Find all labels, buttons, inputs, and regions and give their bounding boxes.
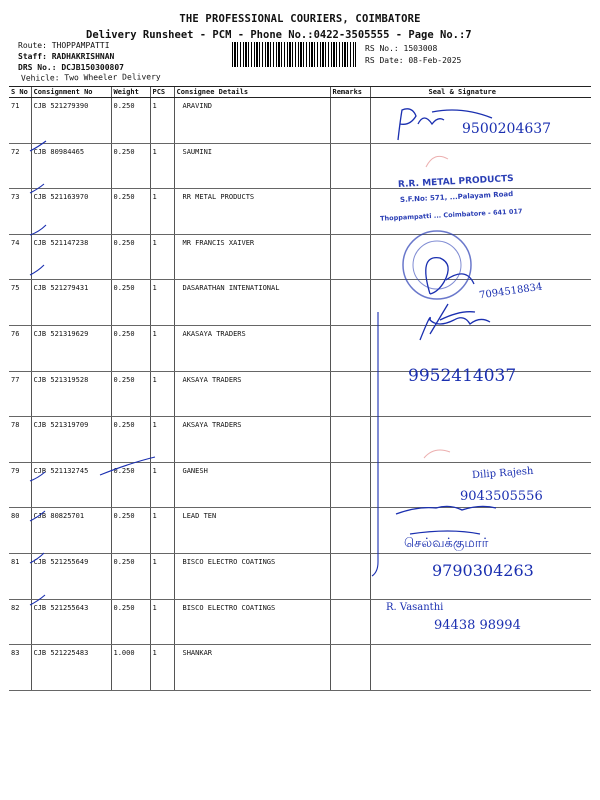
- barcode: [232, 42, 356, 67]
- row-sno: 72: [9, 143, 31, 189]
- stamp-line-2: S.F.No: 571, ...Palayam Road: [399, 190, 514, 204]
- row-sno: 78: [9, 417, 31, 463]
- check-mark: [30, 184, 44, 193]
- route-line: [18, 41, 110, 50]
- row-consignment: CJB 521279390: [31, 98, 111, 144]
- faint-circle-mark: [420, 145, 460, 185]
- signature-name-2: R. Vasanthi: [386, 602, 444, 613]
- col-signature: Seal & Signature: [370, 87, 591, 98]
- check-mark: [30, 225, 46, 235]
- row-sno: 73: [9, 189, 31, 235]
- drs-value: DCJB150300807: [61, 63, 124, 72]
- row-weight: 0.250: [111, 599, 150, 645]
- staff-label: Staff:: [18, 52, 47, 61]
- row-consignee: DASARATHAN INTENATIONAL: [174, 280, 330, 326]
- vehicle-value: Two Wheeler Delivery: [64, 72, 161, 83]
- col-pcs: PCS: [150, 87, 174, 98]
- row-pcs: 1: [150, 371, 174, 417]
- signature-phone-2: 9952414037: [408, 366, 517, 386]
- row-consignee: SHANKAR: [174, 645, 330, 691]
- signature-row-76: [420, 318, 490, 341]
- runsheet-title: Delivery Runsheet - PCM - Phone No.:0422-3505555 - Page No.:7: [86, 29, 472, 41]
- company-name: THE PROFESSIONAL COURIERS, COIMBATORE: [179, 13, 421, 25]
- row-consignee: ARAVIND: [174, 98, 330, 144]
- route-value: THOPPAMPATTI: [51, 41, 110, 50]
- row-consignee: AKASAYA TRADERS: [174, 325, 330, 371]
- row-pcs: 1: [150, 462, 174, 508]
- row-consignment: CJB 521147238: [31, 234, 111, 280]
- row-pcs: 1: [150, 325, 174, 371]
- row-weight: 0.250: [111, 98, 150, 144]
- signature-name-1: Dilip Rajesh: [471, 465, 534, 482]
- signature-partial-number: 7094518834: [478, 281, 544, 302]
- bracket-line: [372, 312, 378, 576]
- row-pcs: 1: [150, 417, 174, 463]
- row-sno: 80: [9, 508, 31, 554]
- row-sno: 76: [9, 325, 31, 371]
- row-pcs: 1: [150, 234, 174, 280]
- staff-line: [18, 52, 114, 61]
- check-mark: [30, 265, 44, 275]
- check-mark: [30, 511, 45, 521]
- stamp-line-3: Thoppampatti ... Coimbatore - 641 017: [379, 207, 523, 223]
- rs-no-value: 1503008: [403, 44, 438, 53]
- row-sno: 83: [9, 645, 31, 691]
- signature-row-80: [396, 506, 496, 514]
- row-pcs: 1: [150, 143, 174, 189]
- row-pcs: 1: [150, 553, 174, 599]
- signature-row-75: [430, 304, 475, 334]
- col-sno: S No: [9, 87, 31, 98]
- row-consignee: AKSAYA TRADERS: [174, 371, 330, 417]
- row-pcs: 1: [150, 599, 174, 645]
- row-pcs: 1: [150, 508, 174, 554]
- row-sno: 71: [9, 98, 31, 144]
- row-consignee: BISCO ELECTRO COATINGS: [174, 599, 330, 645]
- row-sno: 81: [9, 553, 31, 599]
- row-consignment: CJB 521319709: [31, 417, 111, 463]
- row-consignee: GANESH: [174, 462, 330, 508]
- row-consignment: CJB 80984465: [31, 143, 111, 189]
- signature-tamil-name: செல்வக்குமார்: [404, 536, 489, 551]
- row-consignment: CJB 521225483: [31, 645, 111, 691]
- rs-date-line: [365, 56, 461, 65]
- col-consignee: Consignee Details: [174, 87, 330, 98]
- col-remarks: Remarks: [330, 87, 370, 98]
- check-mark: [30, 141, 46, 151]
- signature-phone-3: 9043505556: [460, 489, 543, 504]
- row-consignment: CJB 80825701: [31, 508, 111, 554]
- row-weight: 0.250: [111, 462, 150, 508]
- check-mark: [30, 553, 44, 563]
- row-weight: 0.250: [111, 417, 150, 463]
- row-weight: 0.250: [111, 325, 150, 371]
- row-sno: 75: [9, 280, 31, 326]
- row-weight: 0.250: [111, 189, 150, 235]
- vehicle-label: Vehicle:: [20, 73, 60, 83]
- row-weight: 0.250: [111, 371, 150, 417]
- rs-date-label: RS Date:: [365, 56, 404, 65]
- row-consignee: MR FRANCIS XAIVER: [174, 234, 330, 280]
- row-weight: 0.250: [111, 143, 150, 189]
- row-consignee: LEAD TEN: [174, 508, 330, 554]
- row-sno: 82: [9, 599, 31, 645]
- route-label: Route:: [18, 41, 47, 50]
- row-weight: 0.250: [111, 508, 150, 554]
- tick-line: [100, 457, 155, 475]
- row-consignee: SAUMINI: [174, 143, 330, 189]
- signature-phone-1: 9500204637: [462, 121, 552, 137]
- row-pcs: 1: [150, 189, 174, 235]
- row-consignment: CJB 521255649: [31, 553, 111, 599]
- row-pcs: 1: [150, 98, 174, 144]
- drs-line: [18, 63, 124, 72]
- row-consignee: BISCO ELECTRO COATINGS: [174, 553, 330, 599]
- row-consignment: CJB 521279431: [31, 280, 111, 326]
- drs-label: DRS No.:: [18, 63, 57, 72]
- rs-no-line: [365, 44, 437, 53]
- stamp-line-1: R.R. METAL PRODUCTS: [397, 173, 514, 191]
- row-consignment: CJB 521319528: [31, 371, 111, 417]
- row-weight: 0.250: [111, 553, 150, 599]
- row-weight: 0.250: [111, 280, 150, 326]
- faint-red-mark: [420, 440, 460, 470]
- signature-phone-5: 94438 98994: [434, 618, 521, 633]
- row-consignee: RR METAL PRODUCTS: [174, 189, 330, 235]
- check-mark: [30, 472, 45, 481]
- row-consignee: AKSAYA TRADERS: [174, 417, 330, 463]
- row-sno: 74: [9, 234, 31, 280]
- check-mark: [30, 595, 45, 605]
- round-seal: [400, 228, 475, 303]
- col-weight: Weight: [111, 87, 150, 98]
- vehicle-line: [21, 72, 161, 82]
- row-pcs: 1: [150, 280, 174, 326]
- row-weight: 1.000: [111, 645, 150, 691]
- signature-phone-4: 9790304263: [432, 561, 534, 580]
- rs-date-value: 08-Feb-2025: [408, 56, 462, 65]
- row-consignment: CJB 521132745: [31, 462, 111, 508]
- staff-value: RADHAKRISHNAN: [51, 52, 115, 61]
- row-consignment: CJB 521255643: [31, 599, 111, 645]
- row-consignment: CJB 521319629: [31, 325, 111, 371]
- row-sno: 77: [9, 371, 31, 417]
- signature-underline: [410, 531, 480, 534]
- row-sno: 79: [9, 462, 31, 508]
- rs-no-label: RS No.:: [365, 44, 399, 53]
- row-weight: 0.250: [111, 234, 150, 280]
- row-pcs: 1: [150, 645, 174, 691]
- row-consignment: CJB 521163970: [31, 189, 111, 235]
- col-consignment: Consignment No: [31, 87, 111, 98]
